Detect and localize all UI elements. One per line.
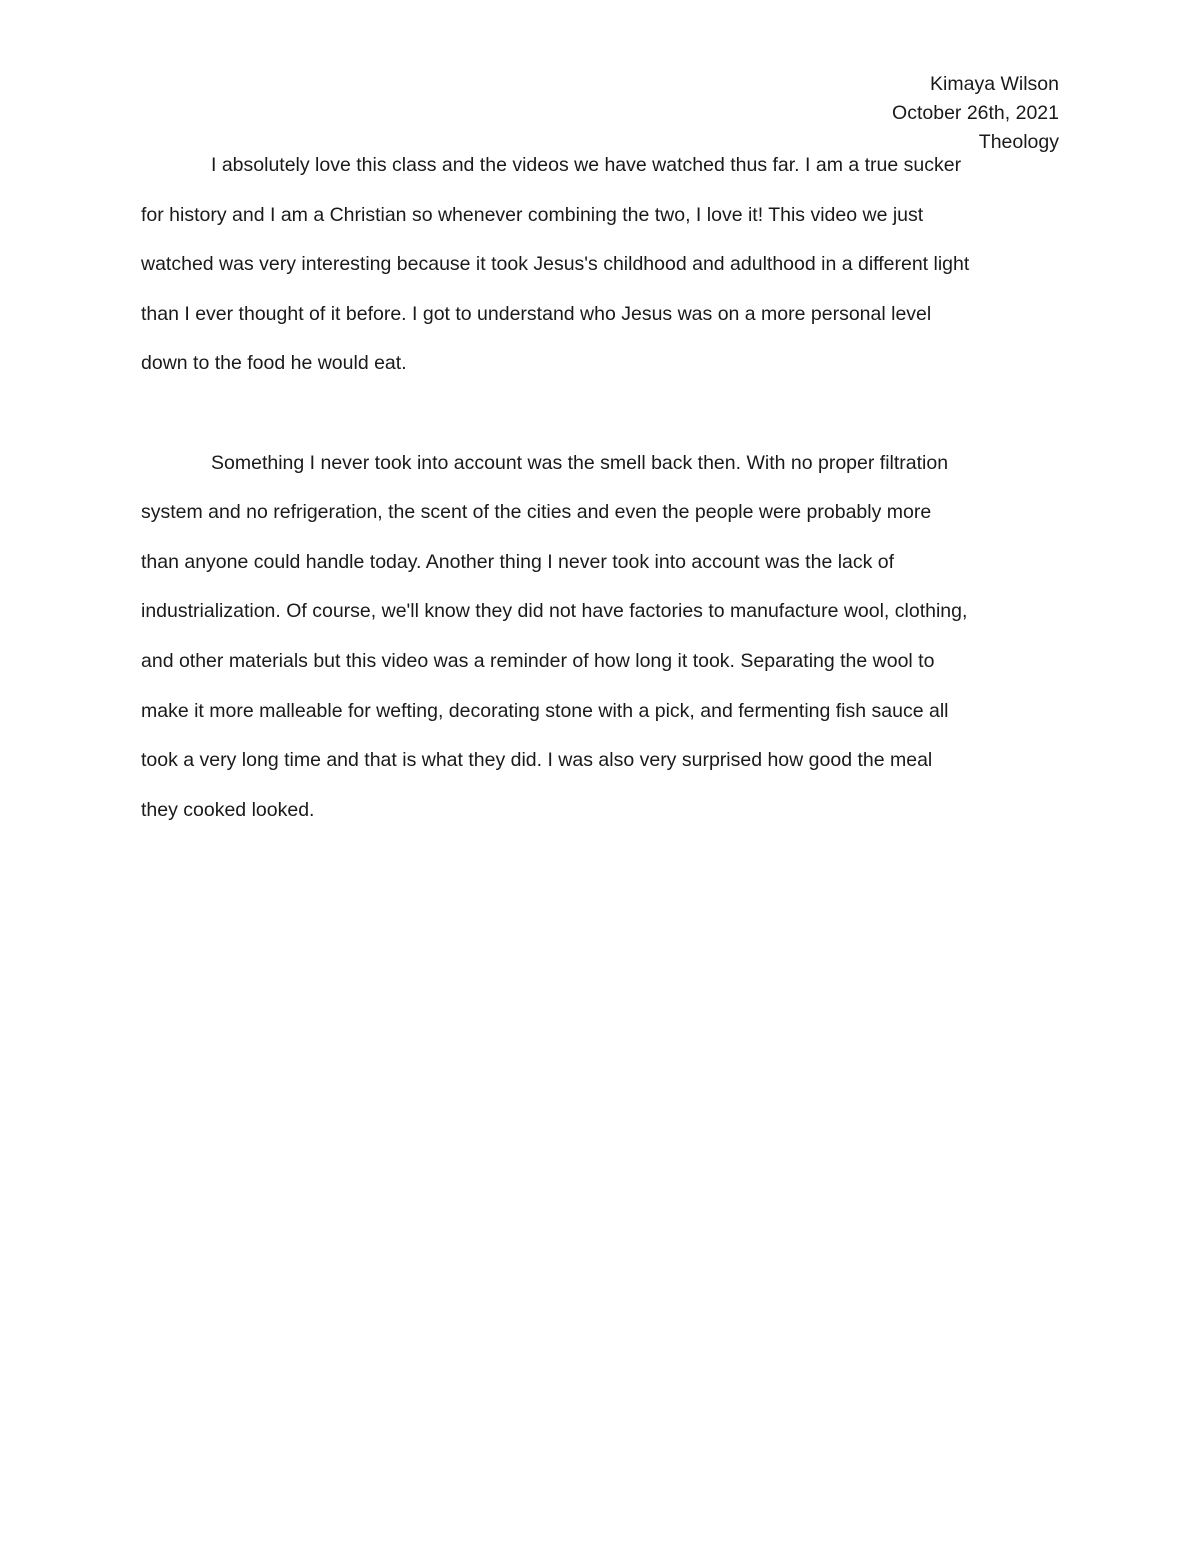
paragraph-line: down to the food he would eat.: [141, 352, 407, 375]
paragraph-line: they cooked looked.: [141, 798, 315, 821]
paragraph-line: watched was very interesting because it took Jesus's childhood and adulthood in a different light: [141, 253, 970, 276]
document-date: October 26th, 2021: [892, 102, 1059, 124]
paragraph-line: make it more malleable for wefting, decorating stone with a pick, and fermenting fish sauce all: [141, 699, 949, 722]
paragraph-spacer: [141, 398, 1059, 448]
paragraph-1: [141, 150, 1059, 398]
paragraph-line: than I ever thought of it before. I got to understand who Jesus was on a more personal level: [141, 302, 932, 325]
paragraph-line: for history and I am a Christian so whenever combining the two, I love it! This video we just: [141, 203, 924, 226]
paragraph-line: than anyone could handle today. Another thing I never took into account was the lack of: [141, 550, 895, 573]
paragraph-2: [141, 448, 1059, 845]
paragraph-line: industrialization. Of course, we'll know they did not have factories to manufacture wool, clothing,: [141, 600, 968, 623]
paragraph-line: Something I never took into account was the smell back then. With no proper filtration: [211, 451, 949, 474]
paragraph-line: I absolutely love this class and the videos we have watched thus far. I am a true sucker: [211, 154, 962, 176]
course-name: Theology: [978, 131, 1059, 153]
document-body: [141, 150, 1059, 844]
document-header: [892, 70, 1059, 157]
paragraph-line: and other materials but this video was a reminder of how long it took. Separating the wool to: [141, 649, 935, 672]
paragraph-line: took a very long time and that is what they did. I was also very surprised how good the meal: [141, 749, 933, 772]
author-name: Kimaya Wilson: [930, 73, 1059, 95]
paragraph-line: system and no refrigeration, the scent of the cities and even the people were probably more: [141, 501, 932, 524]
